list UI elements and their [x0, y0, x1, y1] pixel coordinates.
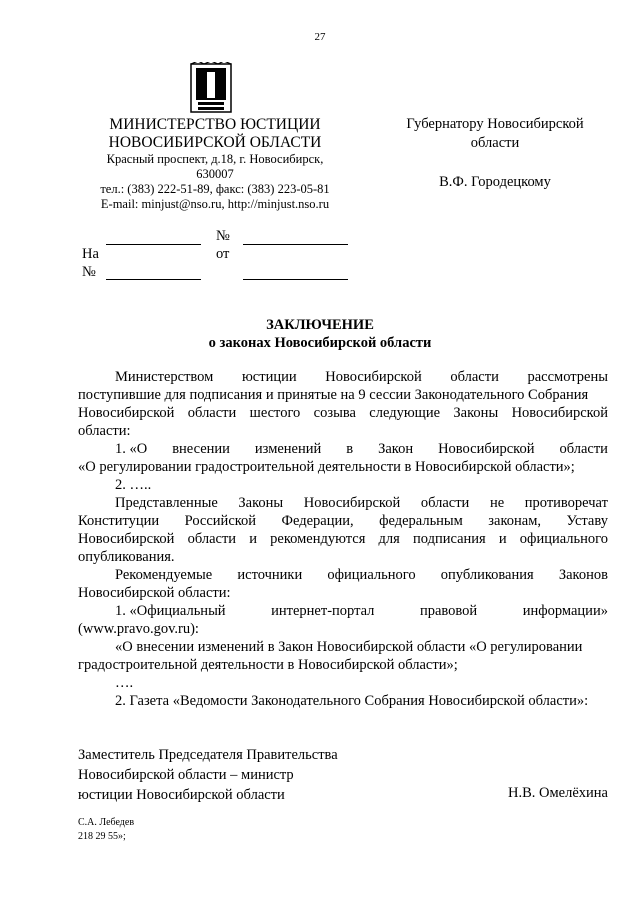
word: Новосибирской — [303, 495, 401, 511]
word: области — [450, 369, 499, 385]
word: для — [378, 531, 400, 547]
document-body — [78, 368, 608, 710]
body-line: «О внесении изменений в Закон Новосибирской области «О регулировании — [115, 639, 583, 655]
addressee-name: В.Ф. Городецкому — [439, 174, 551, 190]
signature-line1: Заместитель Председателя Правительства — [78, 747, 338, 763]
executor-name: С.А. Лебедев — [78, 817, 135, 828]
reg-ot-line — [243, 279, 348, 280]
word: опубликования — [440, 567, 534, 583]
body-line: опубликования. — [78, 549, 175, 565]
word: Конституции — [78, 513, 160, 529]
word: Новосибирской — [78, 531, 175, 547]
word: официального — [519, 531, 608, 547]
address-line2: 630007 — [196, 167, 234, 181]
word: области — [559, 441, 608, 457]
signature-line2: Новосибирской области – министр — [78, 767, 294, 783]
word: изменений — [254, 441, 322, 457]
body-line: (www.pravo.gov.ru): — [78, 621, 199, 637]
word: и — [249, 531, 257, 547]
justified-line — [78, 440, 608, 458]
addressee — [380, 115, 610, 192]
reg-ot-label: от — [216, 246, 230, 262]
executor-phone: 218 29 55»; — [78, 831, 126, 842]
word: официального — [327, 567, 416, 583]
word: Законы — [453, 405, 499, 421]
word: созыва — [313, 405, 356, 421]
word: источники — [237, 567, 303, 583]
word: области — [420, 495, 470, 511]
word: внесении — [172, 441, 230, 457]
justified-line — [78, 404, 608, 422]
word: Новосибирской — [511, 405, 608, 421]
executor-info — [78, 816, 134, 844]
body-line: 2. ….. — [115, 477, 152, 493]
word: противоречат — [524, 495, 608, 511]
reg-no-label: № — [216, 228, 230, 244]
justified-line — [78, 512, 608, 530]
reg-na-line — [106, 279, 201, 280]
word: правовой — [419, 603, 478, 619]
word: не — [489, 495, 505, 511]
word: Министерством — [115, 369, 214, 385]
ministry-address — [70, 152, 360, 212]
word: информации» — [522, 603, 608, 619]
body-line: Новосибирской области: — [78, 585, 231, 601]
word: и — [498, 531, 507, 547]
reg-na-label: На — [82, 246, 99, 262]
justified-line — [78, 368, 608, 386]
word: области — [187, 405, 237, 421]
word: области — [187, 531, 237, 547]
justified-line — [78, 530, 608, 548]
word: законам, — [488, 513, 542, 529]
ministry-name-line1: МИНИСТЕРСТВО ЮСТИЦИИ — [109, 116, 321, 133]
addressee-line1: Губернатору Новосибирской — [406, 116, 584, 132]
reg-no-line — [243, 244, 348, 245]
justified-line — [78, 566, 608, 584]
address-line1: Красный проспект, д.18, г. Новосибирск, — [106, 152, 324, 166]
ministry-name-line2: НОВОСИБИРСКОЙ ОБЛАСТИ — [108, 134, 322, 151]
word: 1. «Официальный — [115, 603, 226, 619]
word: подписания — [412, 531, 486, 547]
title-heading: ЗАКЛЮЧЕНИЕ — [266, 317, 374, 333]
reg-no-label2: № — [82, 264, 96, 280]
justified-line — [78, 494, 608, 512]
document-title — [0, 316, 640, 352]
word: Федерации, — [281, 513, 354, 529]
body-line: «О регулировании градостроительной деятельности в Новосибирской области»; — [78, 459, 575, 475]
body-line: градостроительной деятельности в Новосибирской области»; — [78, 657, 458, 673]
coat-of-arms-icon — [188, 62, 234, 116]
word: в — [346, 441, 354, 457]
word: интернет-портал — [271, 603, 375, 619]
word: Новосибирской — [78, 405, 175, 421]
word: юстиции — [241, 369, 297, 385]
signature-line3: юстиции Новосибирской области — [78, 787, 285, 803]
signature-name: Н.В. Омелёхина — [508, 785, 608, 801]
word: 1. «О — [115, 441, 148, 457]
addressee-line2: области — [470, 135, 520, 151]
body-line: …. — [115, 675, 134, 691]
word: федеральным — [379, 513, 463, 529]
signature-block — [78, 745, 338, 805]
word: Законы — [238, 495, 284, 511]
word: Уставу — [566, 513, 608, 529]
word: следующие — [369, 405, 441, 421]
word: Новосибирской — [325, 369, 422, 385]
word: рассмотрены — [527, 369, 608, 385]
ministry-contacts: E-mail: minjust@nso.ru, http://minjust.nso.ru — [100, 197, 330, 211]
word: рекомендуются — [270, 531, 366, 547]
word: Закон — [378, 441, 414, 457]
word: Представленные — [115, 495, 218, 511]
ministry-name — [70, 116, 360, 152]
word: Российской — [184, 513, 257, 529]
body-line: 2. Газета «Ведомости Законодательного Собрания Новосибирской области»: — [115, 693, 589, 709]
body-line: поступившие для подписания и принятые на 9 сессии Законодательного Собрания — [78, 387, 589, 403]
justified-line — [78, 602, 608, 620]
page-number: 27 — [314, 31, 326, 43]
title-subheading: о законах Новосибирской области — [208, 335, 432, 351]
word: Рекомендуемые — [115, 567, 213, 583]
word: Новосибирской — [438, 441, 535, 457]
reg-date-line — [106, 244, 201, 245]
word: Законов — [558, 567, 608, 583]
body-line: области: — [78, 423, 131, 439]
ministry-phone: тел.: (383) 222-51-89, факс: (383) 223-05-81 — [100, 182, 330, 196]
word: шестого — [249, 405, 301, 421]
